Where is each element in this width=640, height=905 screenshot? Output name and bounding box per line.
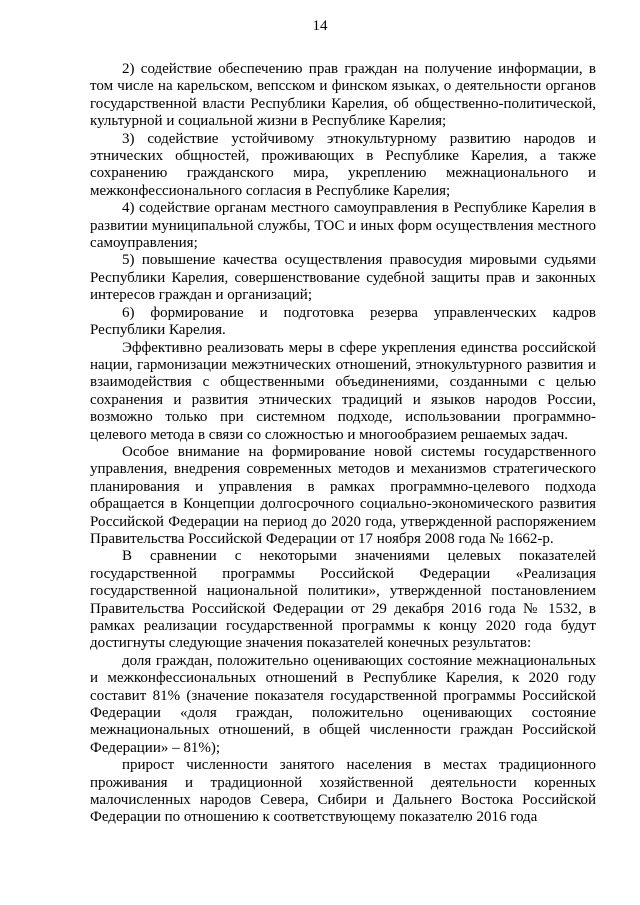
paragraph-goal-3-ethnocultural-development: 3) содействие устойчивому этнокультурному развитию народов и этнических общностей, проживающих в Республике Карелия, а также сохранению гражданского мира, укреплению межнационального и межконфессионального согласия в Республике Карелия; xyxy=(90,130,596,199)
paragraph-goal-6-personnel-reserve: 6) формирование и подготовка резерва управленческих кадров Республики Карелия. xyxy=(90,304,596,339)
paragraph-target-indicators: В сравнении с некоторыми значениями целевых показателей государственной программы Российской Федерации «Реализация государственной национальной политики», утвержденной постановлением Правительства Российской Федерации от 29 декабря 2016 года № 1532, в рамках реализации государственной программы к концу 2020 года будут достигнуты следующие значения показателей конечных результатов: xyxy=(90,548,596,652)
page-number: 14 xyxy=(312,18,328,34)
paragraph-concept-2020: Особое внимание на формирование новой системы государственного управления, внедрения современных методов и механизмов стратегического планирования и управления в рамках программно-целевого подхода обращается в Концепции долгосрочного социально-экономического развития Российской Федерации на период до 2020 года, утвержденной распоряжением Правительства Российской Федерации от 17 ноября 2008 года № 1662-р. xyxy=(90,443,596,547)
paragraph-goal-5-justice-quality: 5) повышение качества осуществления правосудия мировыми судьями Республики Карелия, совершенствование судебной защиты прав и законных интересов граждан и организаций; xyxy=(90,252,596,304)
paragraph-indicator-employment-growth: прирост численности занятого населения в местах традиционного проживания и традиционной хозяйственной деятельности коренных малочисленных народов Севера, Сибири и Дальнего Востока Российской Федерации по отношению к соответствующему показателю 2016 года xyxy=(90,757,596,826)
paragraph-systemic-approach: Эффективно реализовать меры в сфере укрепления единства российской нации, гармонизации межэтнических отношений, этнокультурного развития и взаимодействия с общественными объединениями, созданными с целью сохранения и развития этнических традиций и языков народов России, возможно только при системном подходе, использовании программно-целевого метода в связи со сложностью и многообразием решаемых задач. xyxy=(90,339,596,443)
paragraph-indicator-interethnic-relations: доля граждан, положительно оценивающих состояние межнациональных и межконфессиональных отношений в Республике Карелия, к 2020 году составит 81% (значение показателя государственной программы Российской Федерации «доля граждан, положительно оценивающих состояние межнациональных отношений, в общей численности граждан Российской Федерации» – 81%); xyxy=(90,652,596,756)
paragraph-goal-4-local-self-government: 4) содействие органам местного самоуправления в Республике Карелия в развитии муниципальной службы, ТОС и иных форм осуществления местного самоуправления; xyxy=(90,200,596,252)
paragraph-goal-2-information-rights: 2) содействие обеспечению прав граждан на получение информации, в том числе на карельском, вепсском и финском языках, о деятельности органов государственной власти Республики Карелия, об общественно-политической, культурной и социальной жизни в Республике Карелия; xyxy=(90,61,596,130)
body-text xyxy=(90,61,596,827)
